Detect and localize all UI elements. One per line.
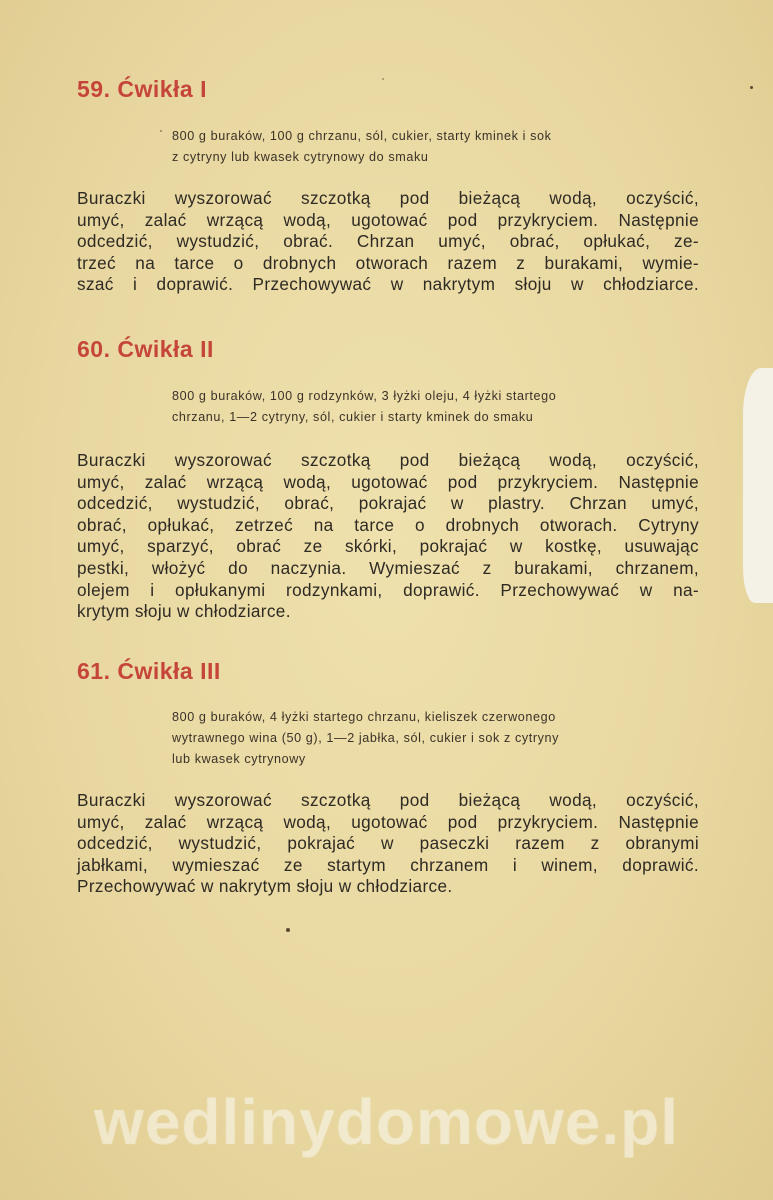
ingredients-list: [172, 707, 702, 770]
instructions-line: umyć, zalać wrzącą wodą, ugotować pod przykryciem. Następnie: [77, 209, 699, 230]
torn-page-edge: [743, 368, 773, 603]
recipe-title: 59. Ćwikła I: [77, 76, 208, 102]
instructions-line: Buraczki wyszorować szczotką pod bieżącą wodą, oczyścić,: [77, 450, 699, 470]
ingredients-list: [172, 386, 702, 428]
instructions-line: szać i doprawić. Przechowywać w nakrytym słoju w chłodziarce.: [77, 274, 699, 295]
instructions-line: krytym słoju w chłodziarce.: [77, 601, 291, 622]
instructions-line: obrać, opłukać, zetrzeć na tarce o drobnych otworach. Cytryny: [77, 514, 699, 535]
watermark: wedlinydomowe.pl: [94, 1086, 679, 1158]
recipe-title: 60. Ćwikła II: [77, 336, 214, 362]
instructions-line: trzeć na tarce o drobnych otworach razem z burakami, wymie-: [77, 252, 699, 273]
paper-speck: [160, 130, 162, 132]
instructions-paragraph: [77, 188, 699, 296]
instructions-line: pestki, włożyć do naczynia. Wymieszać z burakami, chrzanem,: [77, 557, 699, 578]
instructions-paragraph: [77, 450, 699, 623]
ingredients-line: z cytryny lub kwasek cytrynowy do smaku: [172, 150, 429, 164]
ingredients-line: chrzanu, 1—2 cytryny, sól, cukier i starty kminek do smaku: [172, 410, 534, 424]
ingredients-line: 800 g buraków, 100 g chrzanu, sól, cukier, starty kminek i sok: [172, 129, 552, 143]
instructions-line: umyć, sparzyć, obrać ze skórki, pokrajać w kostkę, usuwając: [77, 536, 699, 557]
instructions-line: odcedzić, wystudzić, obrać. Chrzan umyć, obrać, opłukać, ze-: [77, 231, 699, 252]
paper-speck: [750, 86, 753, 89]
instructions-line: umyć, zalać wrzącą wodą, ugotować pod przykryciem. Następnie: [77, 811, 699, 832]
instructions-line: umyć, zalać wrzącą wodą, ugotować pod przykryciem. Następnie: [77, 471, 699, 492]
ingredients-line: 800 g buraków, 4 łyżki startego chrzanu, kieliszek czerwonego: [172, 710, 556, 724]
instructions-line: Przechowywać w nakrytym słoju w chłodziarce.: [77, 876, 453, 897]
instructions-paragraph: [77, 790, 699, 898]
instructions-line: jabłkami, wymieszać ze startym chrzanem i winem, doprawić.: [77, 854, 699, 875]
instructions-line: Buraczki wyszorować szczotką pod bieżącą wodą, oczyścić,: [77, 188, 699, 208]
instructions-line: odcedzić, wystudzić, pokrajać w paseczki razem z obranymi: [77, 833, 699, 854]
instructions-line: odcedzić, wystudzić, obrać, pokrajać w plastry. Chrzan umyć,: [77, 493, 699, 514]
ingredients-line: lub kwasek cytrynowy: [172, 752, 306, 766]
paper-speck: [286, 928, 290, 932]
instructions-line: olejem i opłukanymi rodzynkami, doprawić. Przechowywać w na-: [77, 579, 699, 600]
instructions-line: Buraczki wyszorować szczotką pod bieżącą wodą, oczyścić,: [77, 790, 699, 810]
ingredients-line: 800 g buraków, 100 g rodzynków, 3 łyżki oleju, 4 łyżki startego: [172, 389, 557, 403]
paper-speck: [382, 78, 384, 80]
recipe-title: 61. Ćwikła III: [77, 658, 221, 684]
ingredients-list: [172, 126, 702, 168]
ingredients-line: wytrawnego wina (50 g), 1—2 jabłka, sól, cukier i sok z cytryny: [172, 731, 560, 745]
